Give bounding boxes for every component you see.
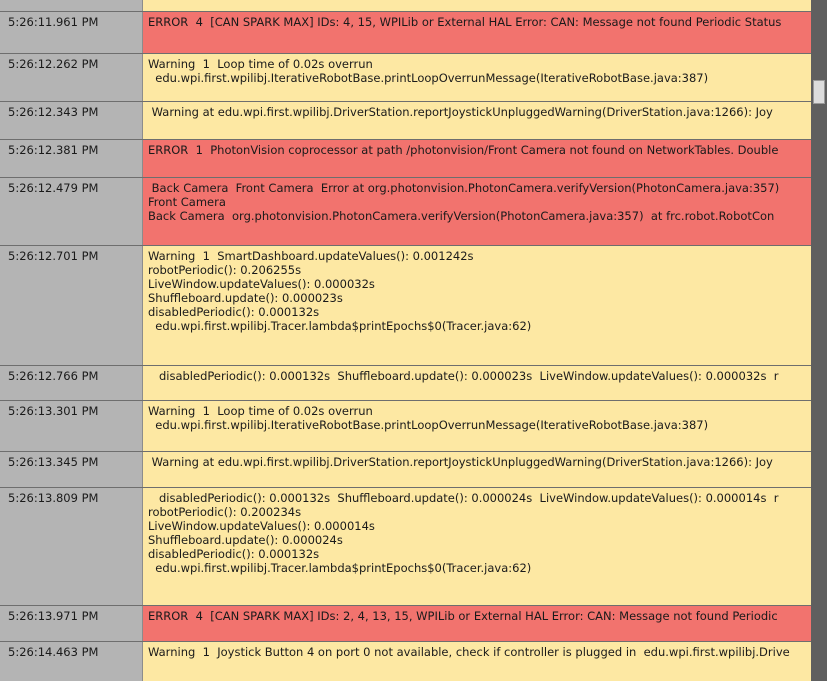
warning-message-cell xyxy=(143,246,811,365)
timestamp-cell: 5:26:11.961 PM xyxy=(0,12,142,53)
message-line: Warning 1 SmartDashboard.updateValues(): 0.001242s xyxy=(148,249,474,263)
log-row[interactable] xyxy=(0,246,811,365)
timestamp-cell: 5:26:12.343 PM xyxy=(0,102,142,139)
log-row[interactable] xyxy=(0,401,811,451)
timestamp-cell: 5:26:13.345 PM xyxy=(0,452,142,487)
message-line: Warning at edu.wpi.first.wpilibj.DriverStation.reportJoystickUnpluggedWarning(DriverStation.java:1266): Joy xyxy=(148,105,773,119)
warning-message-cell xyxy=(143,102,811,139)
warning-message-cell xyxy=(143,401,811,451)
log-row[interactable] xyxy=(0,12,811,53)
warning-message-cell xyxy=(143,54,811,101)
message-line: disabledPeriodic(): 0.000132s xyxy=(148,305,320,319)
message-line: Shuffleboard.update(): 0.000023s xyxy=(148,291,343,305)
error-message-cell xyxy=(143,140,811,177)
warning-message-cell xyxy=(143,452,811,487)
message-line: ERROR 4 [CAN SPARK MAX] IDs: 4, 15, WPILib or External HAL Error: CAN: Message not found Periodic Status xyxy=(148,15,782,29)
log-row[interactable] xyxy=(0,642,811,681)
scrollbar-thumb[interactable] xyxy=(813,80,825,104)
message-line: disabledPeriodic(): 0.000132s Shuffleboard.update(): 0.000024s LiveWindow.updateValues(): 0.000014s r xyxy=(148,491,779,505)
timestamp-cell: 5:26:13.809 PM xyxy=(0,488,142,605)
message-line: disabledPeriodic(): 0.000132s Shuffleboard.update(): 0.000023s LiveWindow.updateValues(): 0.000032s r xyxy=(148,369,779,383)
message-line: LiveWindow.updateValues(): 0.000014s xyxy=(148,519,375,533)
timestamp-cell: 5:26:12.381 PM xyxy=(0,140,142,177)
message-line: Back Camera Front Camera Error at org.photonvision.PhotonCamera.verifyVersion(PhotonCamera.java:357) xyxy=(148,181,780,195)
log-row[interactable] xyxy=(0,102,811,139)
log-row[interactable] xyxy=(0,178,811,245)
log-row[interactable] xyxy=(0,54,811,101)
message-line: Front Camera xyxy=(148,195,226,209)
message-line: LiveWindow.updateValues(): 0.000032s xyxy=(148,277,375,291)
timestamp-cell: 5:26:14.463 PM xyxy=(0,642,142,681)
message-line: disabledPeriodic(): 0.000132s xyxy=(148,547,320,561)
message-line: robotPeriodic(): 0.206255s xyxy=(148,263,302,277)
warning-message-cell xyxy=(143,366,811,400)
message-line: Warning 1 Joystick Button 4 on port 0 not available, check if controller is plugged in edu.wpi.first.wpilibj.Drive xyxy=(148,645,790,659)
message-line: Warning 1 Loop time of 0.02s overrun xyxy=(148,404,373,418)
timestamp-cell: 5:26:12.262 PM xyxy=(0,54,142,101)
message-line: Back Camera org.photonvision.PhotonCamera.verifyVersion(PhotonCamera.java:357) at frc.robot.RobotCon xyxy=(148,209,775,223)
log-row[interactable] xyxy=(0,606,811,641)
message-line: edu.wpi.first.wpilibj.Tracer.lambda$printEpochs$0(Tracer.java:62) xyxy=(148,319,532,333)
message-line: Warning 1 Loop time of 0.02s overrun xyxy=(148,57,373,71)
message-line: edu.wpi.first.wpilibj.IterativeRobotBase.printLoopOverrunMessage(IterativeRobotBase.java:387) xyxy=(148,418,709,432)
timestamp-cell: 5:26:12.701 PM xyxy=(0,246,142,365)
error-message-cell xyxy=(143,178,811,245)
timestamp-cell: 5:26:12.479 PM xyxy=(0,178,142,245)
message-line: edu.wpi.first.wpilibj.IterativeRobotBase.printLoopOverrunMessage(IterativeRobotBase.java:387) xyxy=(148,71,709,85)
message-line: ERROR 1 PhotonVision coprocessor at path /photonvision/Front Camera not found on NetworkTables. Double xyxy=(148,143,779,157)
warning-message-cell xyxy=(143,488,811,605)
message-line: edu.wpi.first.wpilibj.Tracer.lambda$printEpochs$0(Tracer.java:62) xyxy=(148,561,532,575)
log-row[interactable] xyxy=(0,452,811,487)
error-message-cell xyxy=(143,606,811,641)
message-line: Warning at edu.wpi.first.wpilibj.DriverStation.reportJoystickUnpluggedWarning(DriverStation.java:1266): Joy xyxy=(148,455,773,469)
message-line: robotPeriodic(): 0.200234s xyxy=(148,505,302,519)
log-row[interactable] xyxy=(0,488,811,605)
message-line: ERROR 4 [CAN SPARK MAX] IDs: 2, 4, 13, 15, WPILib or External HAL Error: CAN: Message not found Periodic xyxy=(148,609,778,623)
log-row[interactable] xyxy=(0,366,811,400)
vertical-scrollbar[interactable] xyxy=(811,0,827,681)
message-line: Shuffleboard.update(): 0.000024s xyxy=(148,533,343,547)
log-row[interactable] xyxy=(0,140,811,177)
timestamp-cell: 5:26:13.971 PM xyxy=(0,606,142,641)
timestamp-cell: 5:26:13.301 PM xyxy=(0,401,142,451)
error-message-cell xyxy=(143,12,811,53)
warning-message-cell xyxy=(143,642,811,681)
timestamp-cell: 5:26:12.766 PM xyxy=(0,366,142,400)
